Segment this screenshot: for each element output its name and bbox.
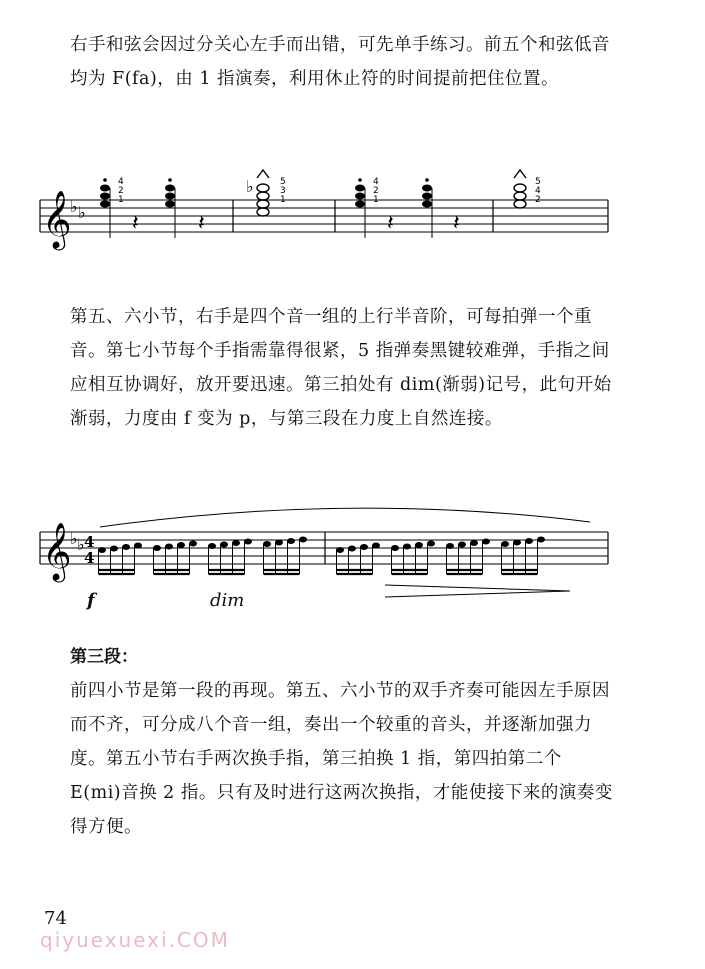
chord-3 [257, 170, 269, 216]
flat-sign-icon: ♭ [70, 529, 78, 548]
note-head [391, 545, 399, 551]
note-head [263, 541, 271, 547]
music-score-2 [30, 492, 610, 617]
fingering: 1 [373, 195, 379, 205]
note-head [360, 544, 368, 550]
diminuendo-hairpin [385, 585, 570, 597]
note-head [110, 546, 118, 552]
slur [100, 508, 590, 527]
treble-clef-icon: 𝄞 [42, 190, 72, 248]
note-head [501, 541, 509, 547]
note-head [336, 547, 344, 553]
fingering: 2 [118, 186, 124, 196]
section-heading-3: 第三段： [70, 647, 138, 667]
note-head [98, 547, 106, 553]
flat-sign-icon: ♭ [78, 203, 86, 222]
note-head [415, 542, 423, 548]
fingering: 5 [280, 177, 286, 187]
music-score-1 [30, 160, 610, 260]
note-head [299, 537, 307, 543]
dynamic-forte: f [87, 590, 95, 611]
treble-clef-icon: 𝄞 [42, 522, 72, 580]
note-head [122, 544, 130, 550]
rest-icon: 𝄽 [387, 211, 394, 236]
note-head [348, 546, 356, 552]
note-head [232, 540, 240, 546]
fingering: 4 [535, 186, 541, 196]
note-head [482, 539, 490, 545]
note-head [470, 540, 478, 546]
staff-lines [40, 200, 608, 232]
note-head [458, 542, 466, 548]
note-head [427, 541, 435, 547]
dynamic-dim: dim [210, 590, 245, 611]
note-head [165, 544, 173, 550]
rest-icon: 𝄽 [453, 211, 460, 236]
fingering: 3 [280, 186, 286, 196]
note-head [208, 543, 216, 549]
note-head [275, 540, 283, 546]
fingering: 4 [118, 177, 124, 187]
watermark-logo: qiyuexuexi.COM [40, 928, 230, 952]
time-signature-top: 4 [84, 533, 95, 551]
note-head [372, 543, 380, 549]
time-signature-bottom: 4 [84, 549, 95, 567]
note-head [537, 537, 545, 543]
paragraph-1: 右手和弦会因过分关心左手而出错，可先单手练习。前五个和弦低音均为 F(fa)，由 1 指演奏，利用休止符的时间提前把住位置。 [70, 35, 610, 89]
paragraph-3: 前四小节是第一段的再现。第五、六小节的双手齐奏可能因左手原因而不齐，可分成八个音一组，奏出一个较重的音头，并逐渐加强力度。第五小节右手两次换手指，第三拍换 1 指，第四拍第二个 E(mi)音换 2 指。只有及时进行这两次换指，才能使接下来的演奏变得方便。 [70, 681, 613, 837]
note-head [446, 543, 454, 549]
fingering: 1 [118, 195, 124, 205]
flat-sign-icon: ♭ [77, 535, 85, 554]
note-head [220, 542, 228, 548]
fingering: 5 [535, 177, 541, 187]
rest-icon: 𝄽 [198, 211, 205, 236]
note-head [189, 541, 197, 547]
page-number: 74 [44, 908, 67, 929]
fingering: 1 [280, 195, 286, 205]
note-head [134, 543, 142, 549]
flat-sign-icon: ♭ [70, 197, 78, 216]
rest-icon: 𝄽 [132, 211, 139, 236]
fingering: 4 [373, 177, 379, 187]
fingering: 2 [535, 195, 541, 205]
fingering: 2 [373, 186, 379, 196]
note-head [153, 545, 161, 551]
note-head [177, 542, 185, 548]
flat-sign-icon: ♭ [246, 177, 254, 196]
paragraph-2: 第五、六小节，右手是四个音一组的上行半音阶，可每拍弹一个重音。第七小节每个手指需靠得很紧，5 指弹奏黑键较难弹，手指之间应相互协调好，放开要迅速。第三拍处有 dim(渐弱)记号，此句开始渐弱，力度由 f 变为 p，与第三段在力度上自然连接。 [70, 307, 612, 429]
note-head [525, 538, 533, 544]
chord-6 [514, 170, 526, 208]
sixteenth-note-runs [98, 537, 545, 575]
note-head [287, 538, 295, 544]
note-head [244, 539, 252, 545]
note-head [513, 540, 521, 546]
note-head [403, 544, 411, 550]
